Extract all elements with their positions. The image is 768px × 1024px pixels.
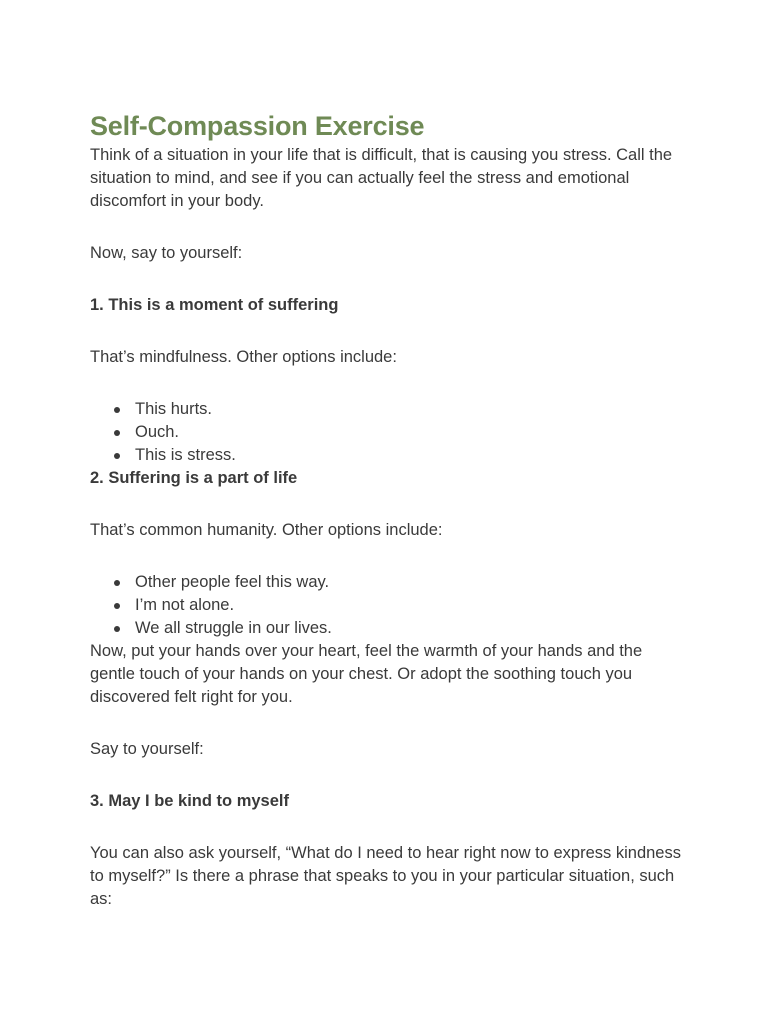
intro-paragraph: Think of a situation in your life that is difficult, that is causing you stress. Call the situation to mind, and see if you can actually feel the stress and emotional discomfort in your body.	[90, 146, 673, 210]
spacer	[90, 317, 690, 346]
spacer	[90, 265, 690, 294]
list-item: Other people feel this way.	[135, 571, 690, 594]
spacer	[90, 761, 690, 790]
touch-instructions: Now, put your hands over your heart, feel the warmth of your hands and the gentle touch of your hands on your chest. Or adopt the soothing touch you discovered felt right for you.	[90, 642, 643, 706]
list-item: Ouch.	[135, 421, 690, 444]
step-1-heading: 1. This is a moment of suffering	[90, 296, 339, 314]
list-item: I’m not alone.	[135, 594, 690, 617]
spacer	[90, 709, 690, 738]
say-prompt-1: Now, say to yourself:	[90, 244, 243, 262]
document-page	[90, 108, 690, 911]
spacer	[90, 369, 690, 398]
step-3-heading: 3. May I be kind to myself	[90, 792, 289, 810]
step-2-options-list	[90, 571, 690, 640]
list-item: We all struggle in our lives.	[135, 617, 690, 640]
step-2-heading: 2. Suffering is a part of life	[90, 469, 298, 487]
step-2-note: That’s common humanity. Other options include:	[90, 521, 443, 539]
step-1-options-list	[90, 398, 690, 467]
document-title: Self-Compassion Exercise	[90, 111, 425, 141]
list-item: This is stress.	[135, 444, 690, 467]
spacer	[90, 213, 690, 242]
step-1-note: That’s mindfulness. Other options include:	[90, 348, 397, 366]
spacer	[90, 542, 690, 571]
step-3-note: You can also ask yourself, “What do I need to hear right now to express kindness to myself?” Is there a phrase that speaks to you in your particular situation, such as:	[90, 844, 681, 908]
list-item: This hurts.	[135, 398, 690, 421]
say-prompt-2: Say to yourself:	[90, 740, 204, 758]
spacer	[90, 813, 690, 842]
spacer	[90, 490, 690, 519]
